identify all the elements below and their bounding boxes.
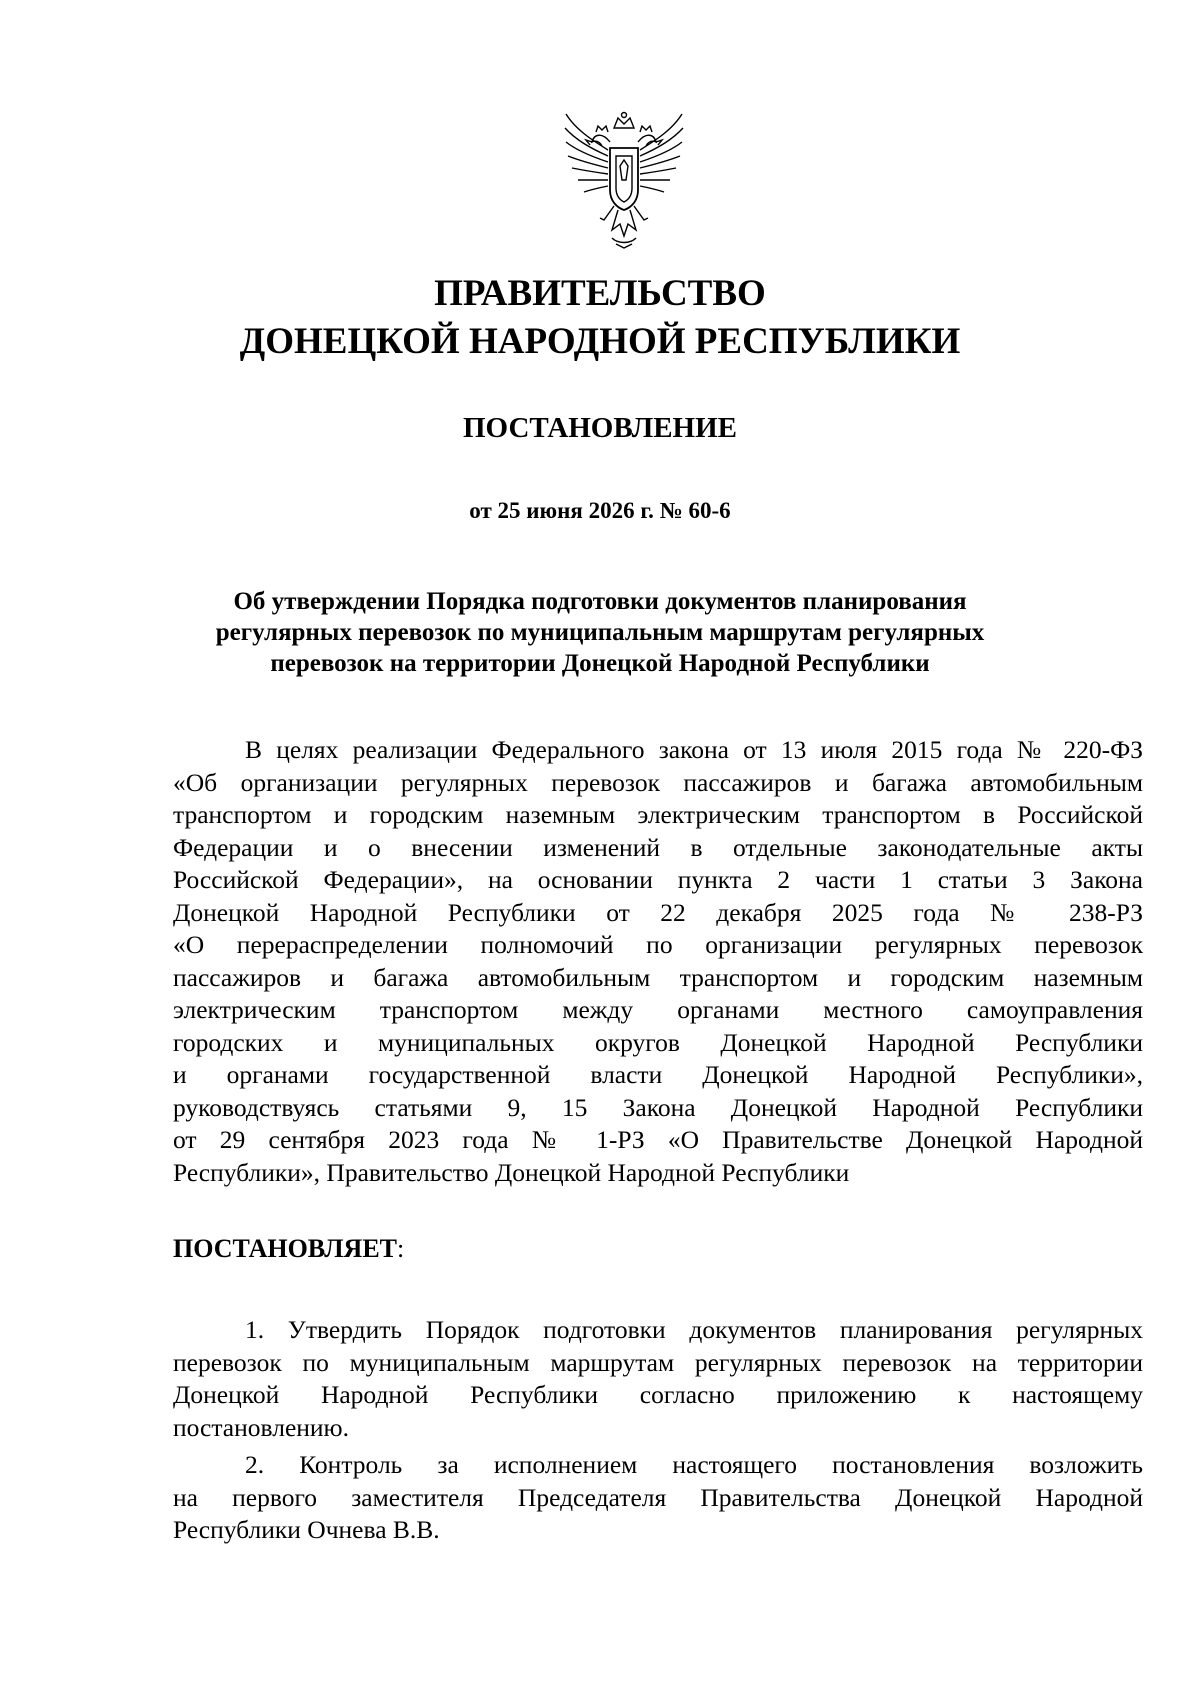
text-line: В целях реализации Федерального закона от 13 июля 2015 года № 220-ФЗ: [245, 735, 1143, 764]
title-line: Об утверждении Порядка подготовки документов планирования: [233, 588, 967, 615]
document-date-number: от 25 июня 2026 г. № 60-6: [469, 498, 731, 523]
text-line: Республики Очнева В.В.: [173, 1515, 440, 1544]
text-line: транспортом и городским наземным электрическим транспортом в Российской: [173, 800, 1143, 829]
decree-heading: [173, 1233, 404, 1265]
text-line: на первого заместителя Председателя Правительства Донецкой Народной: [173, 1482, 1143, 1512]
text-line: Республики», Правительство Донецкой Народной Республики: [173, 1157, 850, 1187]
text-line: «Об организации регулярных перевозок пассажиров и багажа автомобильным: [173, 767, 1143, 797]
text-line: городских и муниципальных округов Донецкой Народной Республики: [173, 1027, 1143, 1057]
text-line: от 29 сентября 2023 года № 1-РЗ «О Правительстве Донецкой Народной: [173, 1125, 1143, 1154]
text-line: 1. Утвердить Порядок подготовки документов планирования регулярных: [245, 1315, 1143, 1344]
text-line: Донецкой Народной Республики от 22 декабря 2025 года № 238-РЗ: [173, 897, 1143, 927]
decree-item-1: [173, 1314, 1143, 1444]
decree-item-2: [173, 1449, 1143, 1547]
text-line: и органами государственной власти Донецкой Народной Республики»,: [173, 1060, 1143, 1089]
government-name-line1: ПРАВИТЕЛЬСТВО: [434, 273, 766, 314]
title-line: регулярных перевозок по муниципальным маршрутам регулярных: [215, 619, 985, 646]
title-line: перевозок на территории Донецкой Народной Республики: [270, 650, 930, 677]
text-line: перевозок по муниципальным маршрутам регулярных перевозок на территории: [173, 1347, 1143, 1377]
text-line: Российской Федерации», на основании пункта 2 части 1 статьи 3 Закона: [173, 865, 1143, 894]
decree-word: ПОСТАНОВЛЯЕТ: [173, 1234, 397, 1263]
text-line: постановлению.: [173, 1412, 349, 1442]
text-line: пассажиров и багажа автомобильным транспортом и городским наземным: [173, 962, 1143, 992]
text-line: Донецкой Народной Республики согласно приложению к настоящему: [173, 1380, 1143, 1409]
government-name-line2: ДОНЕЦКОЙ НАРОДНОЙ РЕСПУБЛИКИ: [239, 321, 961, 362]
document-title: [140, 586, 1060, 679]
preamble-paragraph: [173, 734, 1143, 1189]
text-line: электрическим транспортом между органами местного самоуправления: [173, 995, 1143, 1024]
decree-colon: :: [397, 1234, 405, 1263]
text-line: «О перераспределении полномочий по организации регулярных перевозок: [173, 930, 1143, 959]
text-line: руководствуясь статьями 9, 15 Закона Донецкой Народной Республики: [173, 1092, 1143, 1122]
text-line: 2. Контроль за исполнением настоящего постановления возложить: [245, 1450, 1143, 1479]
text-line: Федерации и о внесении изменений в отдельные законодательные акты: [173, 832, 1143, 862]
emblem-double-headed-eagle: [562, 110, 687, 250]
document-type: ПОСТАНОВЛЕНИЕ: [462, 412, 737, 444]
